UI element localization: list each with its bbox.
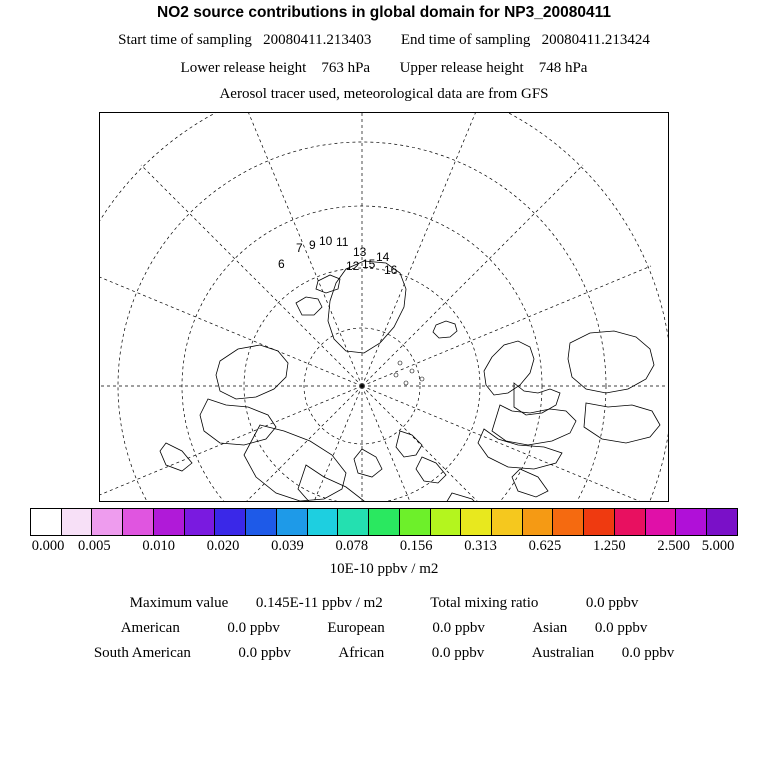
region-row-1: [0, 620, 768, 637]
region-label-african: African: [338, 645, 385, 661]
region-label-australian: Australian: [531, 645, 595, 661]
colorbar-swatch-22: [706, 509, 737, 535]
colorbar: [30, 508, 738, 536]
colorbar-tick-10: 2.500: [657, 538, 690, 554]
plume-label-10: 10: [319, 234, 333, 248]
tracer-info-line: Aerosol tracer used, meteorological data are from GFS: [219, 86, 549, 102]
coastlines: [160, 261, 660, 501]
colorbar-tick-8: 0.625: [528, 538, 562, 554]
total-mixing-ratio-label: Total mixing ratio: [430, 595, 539, 611]
colorbar-swatch-20: [645, 509, 676, 535]
end-time-value: 20080411.213424: [541, 32, 650, 48]
region-value-australian: 0.0 ppbv: [621, 645, 675, 661]
colorbar-swatch-5: [184, 509, 215, 535]
end-time-label: End time of sampling: [400, 32, 531, 48]
plume-label-15: 15: [362, 257, 376, 271]
start-time-label: Start time of sampling: [118, 32, 252, 48]
plume-label-7: 7: [296, 241, 303, 255]
region-label-american: American: [120, 620, 180, 636]
colorbar-unit-label: 10E-10 ppbv / m2: [329, 561, 439, 577]
colorbar-tick-7: 0.313: [464, 538, 497, 554]
colorbar-swatch-19: [614, 509, 645, 535]
region-value-european: 0.0 ppbv: [432, 620, 485, 636]
colorbar-tick-labels: [0, 538, 768, 554]
colorbar-swatch-2: [91, 509, 122, 535]
colorbar-swatch-13: [430, 509, 461, 535]
plume-label-11: 11: [336, 235, 349, 249]
region-label-european: European: [327, 620, 385, 636]
colorbar-swatch-9: [307, 509, 338, 535]
maximum-value-label: Maximum value: [129, 595, 229, 611]
region-row-2: [0, 645, 768, 662]
sampling-time-line: [0, 32, 768, 49]
colorbar-swatch-17: [552, 509, 583, 535]
plume-marker-cluster: [394, 361, 424, 385]
colorbar-swatch-6: [214, 509, 245, 535]
colorbar-swatch-10: [337, 509, 368, 535]
region-value-american: 0.0 ppbv: [227, 620, 280, 636]
start-time-value: 20080411.213403: [263, 32, 372, 48]
colorbar-tick-0: 0.000: [31, 538, 65, 554]
release-height-line: [0, 60, 768, 77]
colorbar-swatch-0: [31, 509, 61, 535]
colorbar-tick-4: 0.039: [271, 538, 304, 554]
region-value-asian: 0.0 ppbv: [594, 620, 648, 636]
colorbar-swatch-1: [61, 509, 92, 535]
colorbar-swatch-15: [491, 509, 522, 535]
colorbar-swatch-18: [583, 509, 614, 535]
plume-label-12: 12: [346, 259, 360, 273]
colorbar-swatch-14: [460, 509, 491, 535]
colorbar-swatch-11: [368, 509, 399, 535]
colorbar-tick-9: 1.250: [592, 538, 626, 554]
colorbar-swatch-7: [245, 509, 276, 535]
colorbar-swatch-21: [675, 509, 706, 535]
colorbar-tick-2: 0.010: [142, 538, 176, 554]
maximum-value: 0.145E-11 ppbv / m2: [255, 595, 383, 611]
colorbar-tick-6: 0.156: [399, 538, 433, 554]
colorbar-swatch-8: [276, 509, 307, 535]
map-panel: [99, 112, 669, 502]
region-value-african: 0.0 ppbv: [431, 645, 485, 661]
plume-label-16: 16: [384, 263, 398, 277]
plume-label-9: 9: [309, 238, 316, 252]
colorbar-tick-11: 5.000: [701, 538, 735, 554]
upper-release-height-value: 748 hPa: [538, 60, 588, 76]
colorbar-tick-3: 0.020: [206, 538, 240, 554]
polar-map: [100, 113, 668, 501]
total-mixing-ratio-value: 0.0 ppbv: [585, 595, 639, 611]
plume-label-13: 13: [353, 245, 367, 259]
region-label-south-american: South American: [93, 645, 191, 661]
region-label-asian: Asian: [532, 620, 568, 636]
lower-release-height-value: 763 hPa: [321, 60, 371, 76]
graticule-latitude-circles: [100, 113, 668, 501]
colorbar-swatch-4: [153, 509, 184, 535]
lower-release-height-label: Lower release height: [180, 60, 307, 76]
graticule-meridians: [100, 113, 668, 501]
page-title: NO2 source contributions in global domain for NP3_20080411: [157, 4, 611, 21]
colorbar-swatch-12: [399, 509, 430, 535]
colorbar-swatch-16: [522, 509, 553, 535]
plume-label-6: 6: [278, 257, 285, 271]
upper-release-height-label: Upper release height: [399, 60, 524, 76]
region-value-south-american: 0.0 ppbv: [238, 645, 291, 661]
colorbar-tick-5: 0.078: [335, 538, 369, 554]
colorbar-tick-1: 0.005: [78, 538, 111, 554]
plume-label-14: 14: [376, 250, 390, 264]
summary-line: [0, 595, 768, 612]
colorbar-swatch-3: [122, 509, 153, 535]
